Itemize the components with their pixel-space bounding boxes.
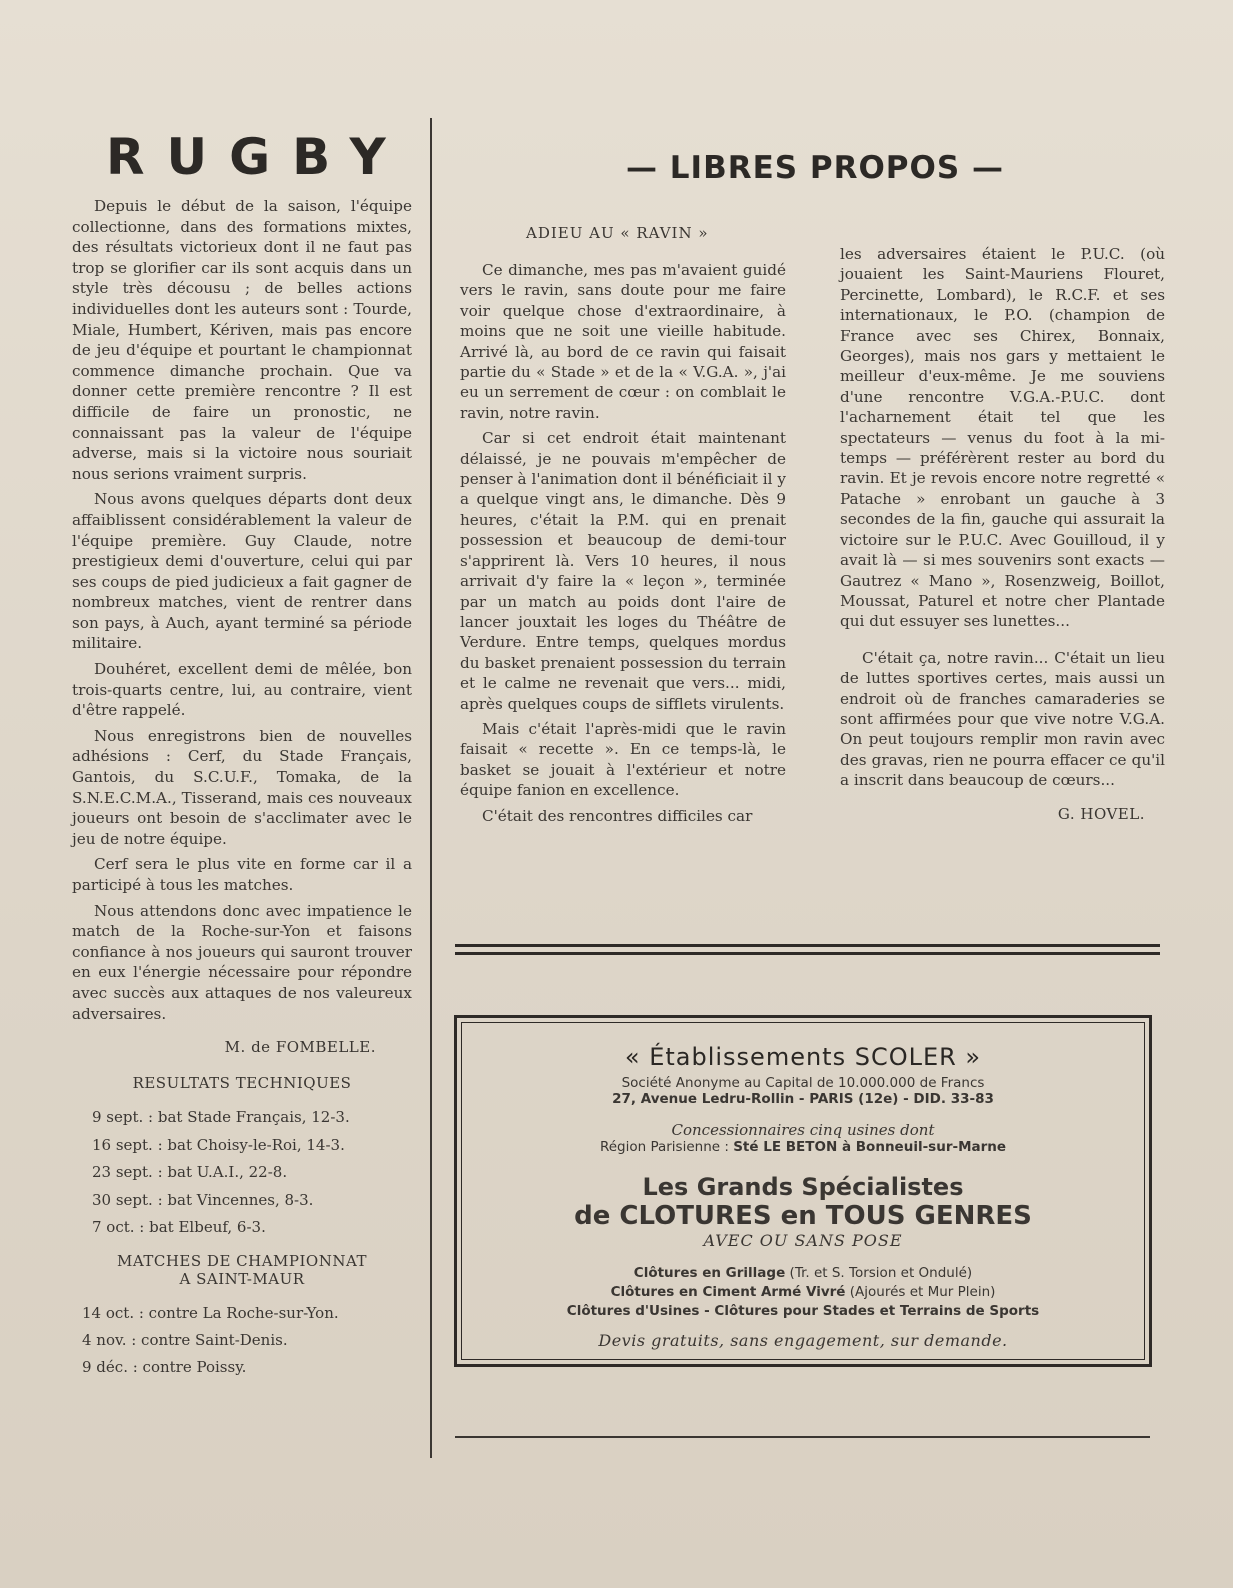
match-item: 9 déc. : contre Poissy. <box>82 1357 247 1376</box>
rugby-signature: M. de FOMBELLE. <box>224 1038 376 1057</box>
ad-line-2-bold: Clôtures en Ciment Armé Vivré <box>610 1284 846 1300</box>
matches-list <box>72 1300 412 1381</box>
result-item: 16 sept. : bat Choisy-le-Roi, 14-3. <box>92 1135 345 1154</box>
ad-devis: Devis gratuits, sans engagement, sur demande. <box>598 1331 1008 1350</box>
article-paragraph: C'était ça, notre ravin... C'était un lieu de luttes sportives certes, mais aussi un endroit où de franches camaraderies se sont affirmées pour que vive notre V.G.A. On peut toujours remplir mon ravin avec des gravas, rien ne pourra effacer ce qu'il a inscrit dans beaucoup de cœurs... <box>840 648 1165 790</box>
ad-headline-1: Les Grands Spécialistes <box>642 1173 964 1201</box>
ad-region-prefix: Région Parisienne : <box>599 1139 729 1155</box>
rugby-paragraph: Cerf sera le plus vite en forme car il a participé à tous les matches. <box>72 855 412 894</box>
ad-concession: Concessionnaires cinq usines dont <box>671 1121 935 1139</box>
column-divider <box>430 118 432 1458</box>
result-item: 30 sept. : bat Vincennes, 8-3. <box>92 1190 314 1209</box>
ad-line-2 <box>462 1283 1144 1302</box>
result-item: 9 sept. : bat Stade Français, 12-3. <box>92 1108 350 1127</box>
double-rule-top <box>455 944 1160 947</box>
scoler-advertisement <box>454 1015 1152 1367</box>
ad-line-1-rest: (Tr. et S. Torsion et Ondulé) <box>789 1265 973 1281</box>
results-list <box>72 1104 412 1242</box>
rugby-paragraph: Nous attendons donc avec impatience le match de la Roche-sur-Yon et faisons confiance à nos joueurs qui sauront trouver en eux l'énergie nécessaire pour répondre avec succès aux attaques de nos valeureux adversaires. <box>72 901 412 1023</box>
bottom-rule <box>455 1436 1150 1438</box>
article-title: ADIEU AU « RAVIN » <box>526 224 709 242</box>
matches-heading-2: A SAINT-MAUR <box>179 1269 305 1288</box>
libres-column-2 <box>840 244 1165 841</box>
match-item: 4 nov. : contre Saint-Denis. <box>82 1330 288 1349</box>
article-paragraph: Ce dimanche, mes pas m'avaient guidé vers le ravin, sans doute pour me faire voir quelque chose d'extraordinaire, à moins que ne soit une vieille habitude. Arrivé là, au bord de ce ravin qui faisait partie du « Stade » et de la « V.G.A. », j'ai eu un serrement de cœur : on comblait le ravin, notre ravin. <box>460 261 786 422</box>
result-item: 23 sept. : bat U.A.I., 22-8. <box>92 1163 288 1182</box>
article-signature: G. HOVEL. <box>1057 804 1145 823</box>
ad-line-3-bold: Clôtures d'Usines - Clôtures pour Stades et Terrains de Sports <box>566 1303 1040 1319</box>
ad-region-name: Sté LE BETON à Bonneuil-sur-Marne <box>733 1139 1007 1155</box>
ad-company-name: « Établissements SCOLER » <box>624 1043 982 1071</box>
article-paragraph: Mais c'était l'après-midi que le ravin faisait « recette ». En ce temps-là, le basket se jouait à l'extérieur et notre équipe fanion en excellence. <box>460 719 786 800</box>
double-rule-bottom <box>455 952 1160 955</box>
rugby-paragraph: Depuis le début de la saison, l'équipe collectionne, dans des formations mixtes, des résultats victorieux dont il ne faut pas trop se glorifier car ils sont acquis dans un style très décousu ; de belles actions individuelles dont les auteurs sont : Tourde, Miale, Humbert, Kériven, mais pas encore de jeu d'équipe et pourtant le championnat commence dimanche prochain. Que va donner cette première rencontre ? Il est difficile de faire un pronostic, ne connaissant pas la valeur de l'équipe adverse, mais si la victoire nous souriait nous serions vraiment surpris. <box>72 197 412 483</box>
article-paragraph: Car si cet endroit était maintenant délaissé, je ne pouvais m'empêcher de penser à l'animation dont il bénéficiait il y a quelque vingt ans, le dimanche. Dès 9 heures, c'était la P.M. qui en prenait possession et beaucoup de demi-tour s'apprirent là. Vers 10 heures, il nous arrivait d'y faire la « leçon », terminée par un match au poids dont l'aire de lancer jouxtait les loges du Théâtre de Verdure. Entre temps, quelques mordus du basket prenaient possession du terrain et le calme ne revenait que vers... midi, après quelques coups de sifflets virulents. <box>460 429 786 713</box>
ad-pose: AVEC OU SANS POSE <box>703 1231 903 1250</box>
rugby-title: RUGBY <box>106 128 408 186</box>
ad-headline-2: de CLOTURES en TOUS GENRES <box>574 1201 1032 1231</box>
rugby-column <box>72 120 412 1381</box>
ad-region <box>462 1139 1144 1155</box>
ad-product-lines <box>462 1264 1144 1321</box>
rugby-paragraph: Nous enregistrons bien de nouvelles adhésions : Cerf, du Stade Français, Gantois, du S.C.U.F., Tomaka, de la S.N.E.C.M.A., Tisserand, mais ces nouveaux joueurs ont besoin de s'acclimater avec le jeu de notre équipe. <box>72 726 412 848</box>
ad-line-3 <box>462 1302 1144 1321</box>
ad-capital: Société Anonyme au Capital de 10.000.000 de Francs <box>621 1075 985 1091</box>
results-heading: RESULTATS TECHNIQUES <box>132 1074 352 1093</box>
article-paragraph: C'était des rencontres difficiles car <box>482 806 753 825</box>
ad-line-1 <box>462 1264 1144 1283</box>
ad-inner-border <box>461 1022 1145 1360</box>
rugby-paragraph: Nous avons quelques départs dont deux affaiblissent considérablement la valeur de l'équipe première. Guy Claude, notre prestigieux demi d'ouverture, celui qui par ses coups de pied judicieux a fait gagner de nombreux matches, vient de rentrer dans son pays, à Auch, ayant terminé sa période militaire. <box>72 490 412 653</box>
ad-line-1-bold: Clôtures en Grillage <box>633 1265 786 1281</box>
ad-address: 27, Avenue Ledru-Rollin - PARIS (12e) - DID. 33-83 <box>612 1091 994 1107</box>
rugby-paragraph: Douhéret, excellent demi de mêlée, bon trois-quarts centre, lui, au contraire, vient d'être rappelé. <box>72 660 412 720</box>
match-item: 14 oct. : contre La Roche-sur-Yon. <box>82 1303 339 1322</box>
ad-line-2-rest: (Ajourés et Mur Plein) <box>849 1284 996 1300</box>
result-item: 7 oct. : bat Elbeuf, 6-3. <box>92 1218 266 1237</box>
article-paragraph: les adversaires étaient le P.U.C. (où jouaient les Saint-Mauriens Flouret, Percinette, Lombard), le R.C.F. et ses internationaux, le P.O. (champion de France avec ses Chirex, Bonnaix, Georges), mais nos gars y mettaient le meilleur d'eux-même. Je me souviens d'une rencontre V.G.A.-P.U.C. dont l'acharnement était tel que les spectateurs — venus du foot à la mi-temps — préférèrent rester au bord du ravin. Et je revois encore notre regretté « Patache » enrobant un gauche à 3 secondes de la fin, gauche qui assurait la victoire sur le P.U.C. Avec Gouilloud, il y avait là — si mes souvenirs sont exacts — Gautrez « Mano », Rosenzweig, Boillot, Moussat, Paturel et notre cher Plantade qui dut essuyer ses lunettes... <box>840 245 1165 631</box>
libres-propos-heading: — LIBRES PROPOS — <box>625 150 1004 186</box>
matches-heading-1: MATCHES DE CHAMPIONNAT <box>116 1251 367 1270</box>
libres-column-1 <box>460 224 786 831</box>
